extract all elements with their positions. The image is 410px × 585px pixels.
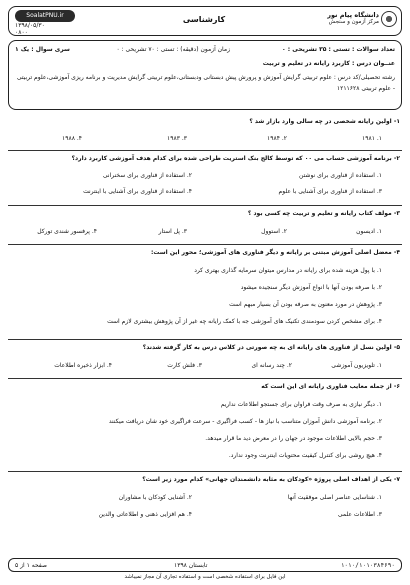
divider	[8, 339, 402, 340]
option-3[interactable]: ۳. فلش کارت	[167, 362, 202, 369]
option-3[interactable]: ۳. پل استار	[158, 228, 187, 235]
question-stem: ۴- معضل اصلی آموزش مبتنی بر رایانه و دیگر فناوری های آموزشی؛ محور این است:	[151, 249, 400, 256]
exam-page	[8, 6, 402, 578]
question-series: سری سوال : یک ۱	[15, 46, 70, 53]
question-stem: ۶- از جمله معایب فناوری رایانه ای این است که	[261, 383, 400, 390]
option-4[interactable]: ۴. استفاده از فناوری برای آشنایی با اینترنت	[83, 188, 192, 195]
major-code: رشته تحصیلی/کد درس : علوم تربیتی گرایش آموزش و پرورش پیش دبستانی ودبستانی،علوم تربیتی گرایش مدیریت و برنامه ریزی آموزشی،علوم تربیتی - علوم تربیتی ۱۲۱۱۶۲۸	[16, 74, 395, 92]
option-4[interactable]: ۴. برای مشخص کردن سودمندی تکنیک های آموزشی جه با کمک رایانه چه غیر از آن پژوهش بیشتری لازم است	[107, 318, 382, 325]
exam-code: ۱۳۹۸/۰۵/۳۰ ۰۸۰۰	[15, 22, 45, 36]
degree-level: کارشناسی	[182, 15, 226, 24]
option-2[interactable]: ۲. استوول	[261, 228, 287, 235]
divider	[8, 205, 402, 206]
option-2[interactable]: ۲. با صرفه بودن آنها با انواع آموزش دیگر سنجیده میشود	[240, 284, 382, 291]
usage-note: این فایل برای استفاده شخصی است و استفاده تجاری آن مجاز نمیباشد	[124, 574, 286, 580]
question-stem: ۲- برنامه آموزشی حساب می ۰۰ که توسط کالج بنک استریت طراحی شده برای کدام هدف آموزشی کاربرد دارد؟	[71, 155, 400, 162]
option-1[interactable]: ۱. تلویزیون آموزشی	[331, 362, 382, 369]
option-3[interactable]: ۳. حجم بالایی اطلاعات موجود در جهان را در معرض دید ما قرار میدهد.	[205, 435, 382, 442]
exam-header	[8, 6, 402, 36]
divider	[8, 244, 402, 245]
option-3[interactable]: ۳. ۱۹۸۳	[167, 135, 187, 142]
option-4[interactable]: ۴. هیچ روشی برای کنترل کیفیت محتویات اینترنت وجود ندارد.	[228, 452, 382, 459]
option-1[interactable]: ۱. با پول هزینه شده برای رایانه در مدارس میتوان سرمایه گذاری بهتری کرد	[194, 267, 382, 274]
option-4[interactable]: ۴. پرفسور شندی تورکل	[37, 228, 97, 235]
option-1[interactable]: ۱. ادیسون	[356, 228, 382, 235]
university-name: دانشگاه پیام نور	[327, 11, 379, 19]
option-1[interactable]: ۱. استفاده از فناوری برای نوشتن	[299, 172, 382, 179]
question-stem: ۳- مولف کتاب رایانه و تعلیم و تربیت چه کسی بود ؟	[247, 210, 400, 217]
option-2[interactable]: ۲. برنامه آموزشی دانش آموزان متناسب با نیاز ها - کسب فراگیری - سرعت فراگیری خود شان دریافت میکنند	[108, 418, 382, 425]
option-1[interactable]: ۱. ۱۹۸۱	[362, 135, 382, 142]
option-2[interactable]: ۲. ۱۹۸۴	[267, 135, 287, 142]
option-2[interactable]: ۲. چند رسانه ای	[251, 362, 292, 369]
option-2[interactable]: ۲. آشنایی کودکان با مشاوران	[118, 494, 192, 501]
option-3[interactable]: ۳. اطلاعات علمی	[337, 511, 382, 518]
option-1[interactable]: ۱. شناسایی عناصر اصلی موفقیت آنها	[287, 494, 382, 501]
question-6	[8, 383, 402, 469]
exam-term: تابستان ۱۳۹۸	[174, 562, 208, 569]
divider	[8, 378, 402, 379]
option-4[interactable]: ۴. هم افزایی ذهنی و اطلاعاتی والدین	[98, 511, 192, 518]
option-3[interactable]: ۳. پژوهش در مورد معنون به صرفه بودن آن بسیار مبهم است	[229, 301, 382, 308]
university-sub: مرکز آزمون و سنجش	[328, 19, 379, 25]
question-count: تعداد سوالات : تستی : ۳۵ تشریحی : ۰	[282, 46, 395, 53]
question-stem: ۵- اولین نسل از فناوری های رایانه ای به چه صورتی در کلاس درس به کار گرفته شدند؟	[142, 344, 400, 351]
question-1	[8, 118, 402, 148]
exam-info	[8, 40, 402, 110]
question-4	[8, 249, 402, 337]
question-5	[8, 344, 402, 376]
option-4[interactable]: ۴. ۱۹۸۸	[62, 135, 82, 142]
option-4[interactable]: ۴. ابزار ذخیره اطلاعات	[54, 362, 112, 369]
page-number: صفحه ۱ از ۵	[15, 562, 47, 569]
option-2[interactable]: ۲. استفاده از فناوری برای سخنرانی	[102, 172, 192, 179]
barcode-number: ۱۰۱۰/۱۰۱۰۳۸۴۶۹۰	[340, 562, 395, 569]
portal-name: SoalatPNU.ir	[15, 10, 75, 22]
exam-time: زمان آزمون (دقیقه) : تستی : ۷۰ تشریحی : ۰	[116, 46, 230, 53]
option-3[interactable]: ۳. استفاده از فناوری برای آشنایی با علوم	[278, 188, 382, 195]
question-7	[8, 476, 402, 526]
portal-logo	[15, 10, 75, 36]
course-title: عنــوان درس : کاربرد رایانه در تعلیم و تربیت	[262, 60, 395, 67]
page-footer	[8, 558, 402, 572]
divider	[8, 150, 402, 151]
question-stem: ۱- اولین رایانه شخصی در چه سالی وارد بازار شد ؟	[249, 118, 400, 125]
question-3	[8, 210, 402, 242]
option-1[interactable]: ۱. دیگر نیازی به صرف وقت فراوان برای جستجو اطلاعات نداریم	[220, 401, 382, 408]
question-2	[8, 155, 402, 203]
question-stem: ۷- یکی از اهداف اصلی پروژه «کودکان به مثابه دانشمندان جهانی» کدام مورد زیر است؟	[142, 476, 400, 483]
university-seal-icon	[381, 11, 397, 27]
university-block	[269, 11, 379, 25]
divider	[8, 471, 402, 472]
